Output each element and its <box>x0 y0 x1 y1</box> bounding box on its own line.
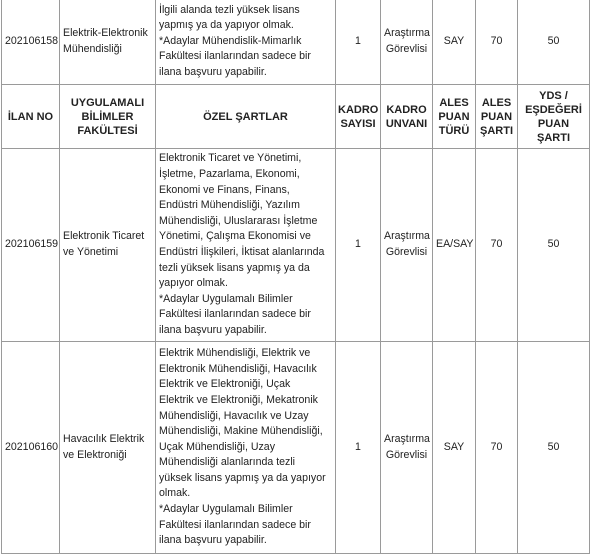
yds-cell: 50 <box>518 149 590 342</box>
condition-line: İlgili alanda tezli yüksek lisans <box>159 3 300 16</box>
yds-cell: 50 <box>518 342 590 554</box>
yds-cell: 50 <box>518 0 590 85</box>
condition-line: ilana başvuru yapabilir. <box>159 534 267 547</box>
condition-line: Elektronik Mühendisliği, Havacılık <box>159 362 317 375</box>
condition-line: Elektrik ve Elektroniği, Uçak <box>159 378 291 391</box>
conditions-cell <box>156 0 336 85</box>
condition-line: *Adaylar Uygulamalı Bilimler <box>159 292 293 305</box>
header-kadro-sayisi: KADRO SAYISI <box>336 85 381 149</box>
department-cell: Havacılık Elektrik ve Elektroniği <box>60 342 156 554</box>
header-faculty: UYGULAMALI BİLİMLER FAKÜLTESİ <box>60 85 156 149</box>
kadro-unvani-cell: Araştırma Görevlisi <box>381 149 433 342</box>
ales-puan-turu-cell: EA/SAY <box>433 149 476 342</box>
ilan-no-cell: 202106160 <box>2 342 60 554</box>
ales-puan-sarti-cell: 70 <box>476 0 518 85</box>
condition-line: yapmış ya da yapıyor olmak. <box>159 19 294 32</box>
ilan-no-cell: 202106158 <box>2 0 60 85</box>
ales-puan-turu-cell: SAY <box>433 0 476 85</box>
ales-puan-turu-cell: SAY <box>433 342 476 554</box>
header-ales-puan-turu: ALES PUAN TÜRÜ <box>433 85 476 149</box>
header-conditions: ÖZEL ŞARTLAR <box>156 85 336 149</box>
table-row <box>2 149 590 342</box>
kadro-sayisi-cell: 1 <box>336 342 381 554</box>
condition-line: Yönetimi, Çalışma Ekonomisi ve <box>159 230 311 243</box>
condition-line: Ekonomi ve Finans, Finans, <box>159 183 290 196</box>
condition-line: *Adaylar Uygulamalı Bilimler <box>159 503 293 516</box>
table-row <box>2 342 590 554</box>
condition-line: Endüstri Mühendisliği, Yazılım <box>159 199 300 212</box>
condition-line: Mühendisliği alanlarında tezli <box>159 456 296 469</box>
header-kadro-unvani: KADRO UNVANI <box>381 85 433 149</box>
table-header-row <box>2 85 590 149</box>
condition-line: Mühendisliği, Makine Mühendisliği, <box>159 425 323 438</box>
header-ales-puan-sarti: ALES PUAN ŞARTI <box>476 85 518 149</box>
condition-line: yüksek lisans yapmış ya da yapıyor <box>159 471 326 484</box>
ilan-no-cell: 202106159 <box>2 149 60 342</box>
conditions-cell <box>156 149 336 342</box>
condition-line: Mühendisliği, Havacılık ve Uzay <box>159 409 309 422</box>
ales-puan-sarti-cell: 70 <box>476 342 518 554</box>
condition-line: Elektrik ve Elektroniği, Mekatronik <box>159 393 318 406</box>
kadro-sayisi-cell: 1 <box>336 149 381 342</box>
condition-line: Elektronik Ticaret ve Yönetimi, <box>159 152 302 165</box>
table-row <box>2 0 590 85</box>
condition-line: Mühendisliği, Uluslararası İşletme <box>159 214 318 227</box>
department-cell: Elektronik Ticaret ve Yönetimi <box>60 149 156 342</box>
ales-puan-sarti-cell: 70 <box>476 149 518 342</box>
condition-line: Uçak Mühendisliği, Uzay <box>159 440 275 453</box>
condition-line: ilana başvuru yapabilir. <box>159 323 267 336</box>
condition-line: Fakültesi ilanlarından sadece bir <box>159 308 311 321</box>
condition-line: İşletme, Pazarlama, Ekonomi, <box>159 168 300 181</box>
conditions-cell <box>156 342 336 554</box>
header-yds: YDS / EŞDEĞERİ PUAN ŞARTI <box>518 85 590 149</box>
condition-line: Fakültesi ilanlarından sadece bir <box>159 50 311 63</box>
condition-line: tezli yüksek lisans yapmış ya da <box>159 261 310 274</box>
kadro-sayisi-cell: 1 <box>336 0 381 85</box>
condition-line: Fakültesi ilanlarından sadece bir <box>159 518 311 531</box>
department-cell: Elektrik-Elektronik Mühendisliği <box>60 0 156 85</box>
kadro-unvani-cell: Araştırma Görevlisi <box>381 0 433 85</box>
condition-line: Endüstri İlişkileri, İktisat alanlarında <box>159 246 325 258</box>
header-ilan-no: İLAN NO <box>2 85 60 149</box>
condition-line: ilana başvuru yapabilir. <box>159 65 267 78</box>
job-listing-table <box>1 0 590 554</box>
kadro-unvani-cell: Araştırma Görevlisi <box>381 342 433 554</box>
condition-line: *Adaylar Mühendislik-Mimarlık <box>159 34 302 47</box>
condition-line: Elektrik Mühendisliği, Elektrik ve <box>159 347 311 360</box>
condition-line: olmak. <box>159 487 191 500</box>
condition-line: yapıyor olmak. <box>159 277 228 290</box>
